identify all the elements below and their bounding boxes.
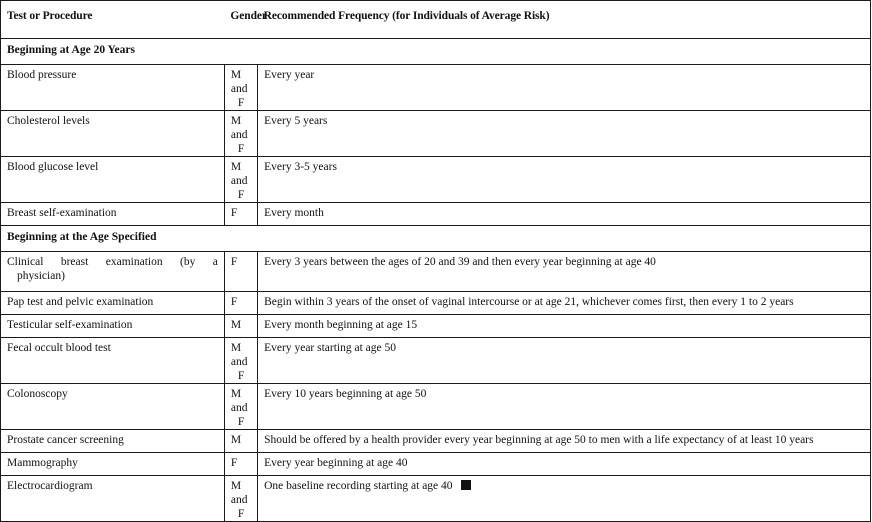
section-heading-row (1, 39, 871, 65)
test-cell: Prostate cancer screening (1, 430, 225, 453)
gender-line: F (237, 416, 245, 428)
frequency-cell (258, 476, 871, 522)
gender-line: F (237, 143, 245, 155)
gender-cell: F (224, 203, 257, 226)
test-cell: Cholesterol levels (1, 111, 225, 157)
gender-cell (224, 65, 257, 111)
table-header-row (1, 1, 871, 39)
gender-cell (224, 157, 257, 203)
gender-cell: M (224, 315, 257, 338)
frequency-cell: Every year beginning at age 40 (258, 453, 871, 476)
gender-line: M and (230, 388, 248, 414)
frequency-cell: Every 10 years beginning at age 50 (258, 384, 871, 430)
gender-cell (224, 384, 257, 430)
gender-cell: F (224, 453, 257, 476)
gender-line: M and (230, 342, 248, 368)
test-cell: Mammography (1, 453, 225, 476)
table-row (1, 315, 871, 338)
test-cell: Breast self-examination (1, 203, 225, 226)
gender-cell: F (224, 292, 257, 315)
gender-cell: M (224, 430, 257, 453)
gender-line: M and (230, 115, 248, 141)
frequency-cell: Every year starting at age 50 (258, 338, 871, 384)
gender-cell (224, 476, 257, 522)
test-cell: Fecal occult blood test (1, 338, 225, 384)
table-row (1, 292, 871, 315)
frequency-text: One baseline recording starting at age 40 (264, 480, 453, 492)
test-cell: Blood glucose level (1, 157, 225, 203)
gender-line: M and (230, 69, 248, 95)
test-cell: Pap test and pelvic examination (1, 292, 225, 315)
frequency-cell: Every 3 years between the ages of 20 and 39 and then every year beginning at age 40 (258, 252, 871, 292)
gender-cell (224, 111, 257, 157)
gender-line: M and (230, 480, 248, 506)
table-row (1, 384, 871, 430)
test-cell: Electrocardiogram (1, 476, 225, 522)
table-row (1, 252, 871, 292)
gender-cell (224, 338, 257, 384)
frequency-cell: Every 5 years (258, 111, 871, 157)
frequency-cell: Every month beginning at age 15 (258, 315, 871, 338)
frequency-cell: Begin within 3 years of the onset of vaginal intercourse or at age 21, whichever comes first, then every 1 to 2 years (258, 292, 871, 315)
header-frequency: Recommended Frequency (for Individuals of Average Risk) (258, 1, 871, 39)
table-row (1, 476, 871, 522)
gender-line: F (237, 189, 245, 201)
header-gender: Gender (224, 1, 257, 39)
gender-line: F (237, 370, 245, 382)
section-title: Beginning at the Age Specified (1, 226, 871, 252)
test-cell: Colonoscopy (1, 384, 225, 430)
end-of-table-square-icon (461, 480, 471, 490)
frequency-cell: Every 3-5 years (258, 157, 871, 203)
gender-cell: F (224, 252, 257, 292)
table-row (1, 338, 871, 384)
table-row (1, 203, 871, 226)
test-cell (1, 252, 225, 292)
table-row (1, 157, 871, 203)
frequency-cell: Every year (258, 65, 871, 111)
test-line: physician) (17, 270, 65, 282)
test-cell: Blood pressure (1, 65, 225, 111)
test-line: Clinical breast examination (by a (7, 256, 218, 268)
table-row (1, 430, 871, 453)
frequency-cell: Should be offered by a health provider every year beginning at age 50 to men with a life expectancy of at least 10 years (258, 430, 871, 453)
test-cell: Testicular self-examination (1, 315, 225, 338)
header-test: Test or Procedure (1, 1, 225, 39)
gender-line: F (237, 508, 245, 520)
section-title: Beginning at Age 20 Years (1, 39, 871, 65)
frequency-cell: Every month (258, 203, 871, 226)
section-heading-row (1, 226, 871, 252)
table-row (1, 65, 871, 111)
table-row (1, 453, 871, 476)
gender-line: F (237, 97, 245, 109)
table-row (1, 111, 871, 157)
gender-line: M and (230, 161, 248, 187)
